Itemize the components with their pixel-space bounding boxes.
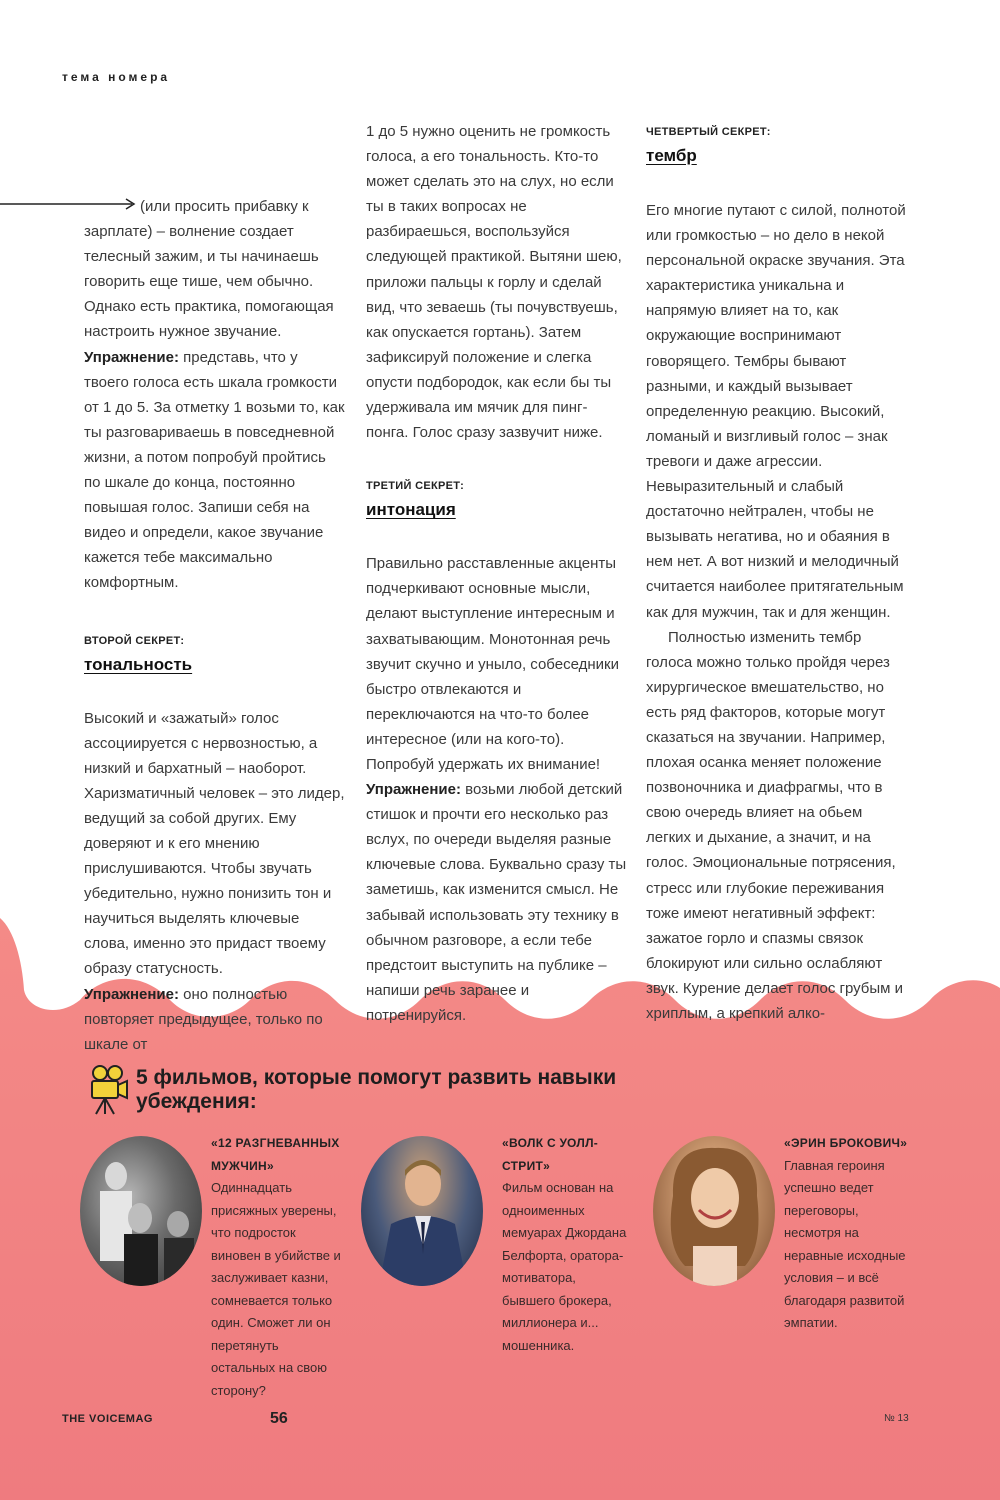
- film-title: «ЭРИН БРОКОВИЧ»: [784, 1136, 908, 1150]
- section-kicker: ТРЕТИЙ СЕКРЕТ:: [366, 480, 465, 493]
- issue-number: № 13: [884, 1413, 909, 1424]
- col2-continuation: 1 до 5 нужно оценить не громкость голоса, а его тональность. Кто-то может сделать это на слух, но если ты в таких вопросах не разбираешься, воспользуйся следующей практикой. Вытяни шею, приложи пальцы к горлу и сделай вид, что зеваешь (ты почувствуешь, как опускается гортань). Затем зафиксируй положение и слегка опусти подбородок, как если бы ты удерживала им мячик для пинг-понга. Голос сразу зазвучит ниже.: [366, 123, 622, 442]
- column-2: [366, 119, 628, 1028]
- section-heading: интонация: [366, 500, 456, 520]
- col1-intro: (или просить прибавку к зарплате) – волнение создает телесный зажим, и ты начинаешь говорить еще тише, чем обычно. Однако есть практика, помогающая настроить нужное звучание.: [84, 198, 334, 341]
- section-label: тема номера: [62, 70, 171, 84]
- section-heading: тембр: [646, 146, 697, 165]
- film-poster-photo: [80, 1136, 202, 1286]
- page-number: 56: [270, 1410, 288, 1427]
- exercise-label: Упражнение:: [366, 781, 461, 799]
- film-poster-photo: [361, 1136, 483, 1286]
- exercise-label: Упражнение:: [84, 985, 179, 1003]
- footer-brand: THE VOICEMAG: [62, 1413, 153, 1425]
- section-heading: тональность: [84, 654, 193, 674]
- film-description: Главная героиня успешно ведет переговоры, несмотря на неравные исходные условия – и всё благодаря развитой эмпатии.: [784, 1157, 906, 1330]
- films-title: 5 фильмов, которые помогут развить навыки убеждения:: [136, 1066, 617, 1113]
- film-description: Одиннадцать присяжных уверены, что подросток виновен в убийстве и заслуживает казни, сомневается только один. Сможет ли он перетянуть остальных на свою сторону?: [211, 1180, 341, 1398]
- col3-paragraph-2: Полностью изменить тембр голоса можно только пройдя через хирургическое вмешательство, но есть ряд факторов, которые могут сказаться на звучании. Например, плохая осанка меняет положение позвоночника и диафрагмы, что в свою очередь влияет на обьем легких и дыхание, а значит, и на голос. Эмоциональные потрясения, стресс или глубокие переживания тоже имеют негативный эффект: зажатое горло и спазмы связок блокируют или сильно ослабляют звук. Курение делает голос грубым и хриплым, а крепкий алко-: [646, 628, 904, 1022]
- col3-paragraph-1: Его многие путают с силой, полнотой или громкостью – но дело в некой персональной окраске звучания. Эта характеристика уникальна и напрямую влияет на то, как окружающие воспринимают говорящего. Тембры бывают разными, и каждый вызывает определенную реакцию. Высокий, ломаный и визгливый голос – знак тревоги и даже агрессии. Невыразительный и слабый достаточно нейтрален, чтобы не вызывать негатива, но и обаяния в нем нет. А вот низкий и мелодичный считается наиболее притягательным как для мужчин, так и для женщин.: [646, 202, 906, 621]
- col1-body: Высокий и «зажатый» голос ассоциируется с нервозностью, а низкий и бархатный – наоборот. Харизматичный человек – это лидер, ведущий за собой других. Ему доверяют и к его мнению прислушиваются. Чтобы звучать убедительно, нужно понизить тон и научиться выделять ключевые слова, именно это придаст твоему образу статусность.: [84, 709, 345, 978]
- column-1: [84, 194, 346, 1057]
- section-kicker: ВТОРОЙ СЕКРЕТ:: [84, 634, 185, 647]
- exercise-text: оно полностью повторяет предыдущее, только по шкале от: [84, 985, 323, 1053]
- film-camera-icon: [88, 1064, 130, 1116]
- col2-body: Правильно расставленные акценты подчеркивают основные мысли, делают выступление интересным и захватывающим. Монотонная речь звучит скучно и уныло, собеседники быстро отвлекаются и переключаются на что-то более интересное (или на кого-то). Попробуй удержать их внимание!: [366, 555, 619, 773]
- column-3: [646, 124, 908, 1026]
- exercise-label: Упражнение:: [84, 348, 179, 366]
- film-poster-photo: [653, 1136, 775, 1286]
- exercise-text: представь, что у твоего голоса есть шкала громкости от 1 до 5. За отметку 1 возьми то, как ты разговариваешь в повседневной жизни, а потом попробуй пройтись по шкале до конца, постоянно повышая голос. Запиши себя на видео и определи, какое звучание кажется тебе максимально комфортным.: [84, 348, 345, 592]
- section-kicker: ЧЕТВЕРТЫЙ СЕКРЕТ:: [646, 126, 771, 138]
- film-title: «12 РАЗГНЕВАННЫХ МУЖЧИН»: [211, 1136, 340, 1173]
- film-description: Фильм основан на одноименных мемуарах Джордана Белфорта, оратора-мотиватора, бывшего брокера, миллионера и... мошенника.: [502, 1180, 627, 1353]
- exercise-text: возьми любой детский стишок и прочти его несколько раз вслух, по очереди выделяя разные ключевые слова. Буквально сразу ты заметишь, как изменится смысл. Не забывай использовать эту технику в обычном разговоре, а если тебе предстоит выступить на публике – напиши речь заранее и потренируйся.: [366, 781, 627, 1024]
- film-title: «ВОЛК С УОЛЛ-СТРИТ»: [502, 1136, 599, 1173]
